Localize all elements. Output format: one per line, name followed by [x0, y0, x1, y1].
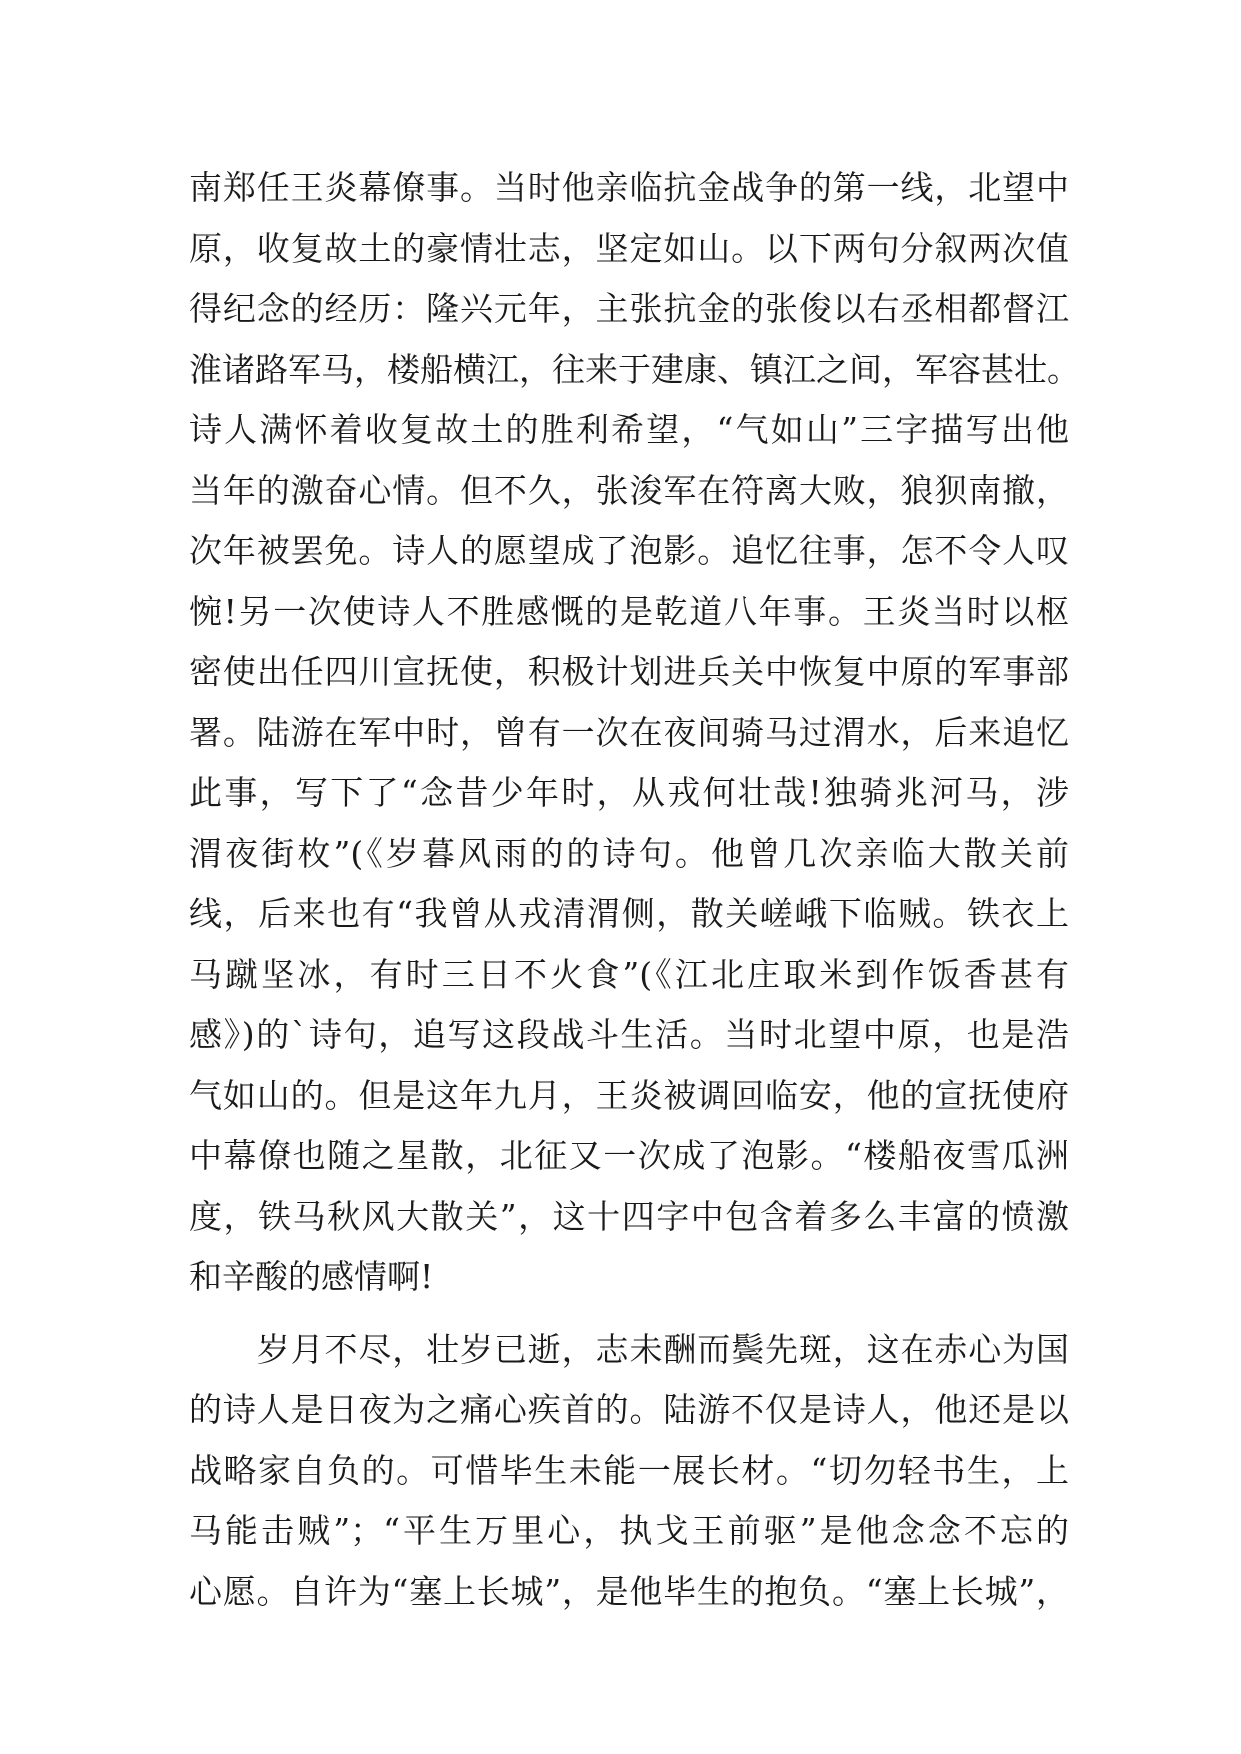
text-line: 感》)的`诗句，追写这段战斗生活。当时北望中原，也是浩: [189, 1015, 1069, 1054]
text-line: 心愿。自许为“塞上长城”，是他毕生的抱负。“塞上长城”，: [189, 1571, 1069, 1611]
text-line: 南郑任王炎幕僚事。当时他亲临抗金战争的第一线，北望中: [189, 168, 1069, 207]
paragraph-spacer: [189, 1308, 1069, 1320]
text-line: 诗人满怀着收复故土的胜利希望，“气如山”三字描写出他: [189, 410, 1069, 449]
text-line: 战略家自负的。可惜毕生未能一展长材。“切勿轻书生，上: [189, 1450, 1069, 1490]
text-line: 中幕僚也随之星散，北征又一次成了泡影。“楼船夜雪瓜洲: [189, 1136, 1069, 1175]
text-line: 密使出任四川宣抚使，积极计划进兵关中恢复中原的军事部: [189, 652, 1069, 691]
text-line: 当年的激奋心情。但不久，张浚军在符离大败，狼狈南撤，: [189, 470, 1069, 510]
paragraph: [189, 158, 1080, 1308]
paragraph: [189, 1320, 1069, 1623]
body-text: [189, 158, 1080, 1622]
text-line: 次年被罢免。诗人的愿望成了泡影。追忆往事，怎不令人叹: [189, 531, 1069, 570]
text-line: 气如山的。但是这年九月，王炎被调回临安，他的宣抚使府: [189, 1075, 1069, 1115]
text-line: 原，收复故土的豪情壮志，坚定如山。以下两句分叙两次值: [189, 228, 1069, 268]
text-line: 署。陆游在军中时，曾有一次在夜间骑马过渭水，后来追忆: [189, 712, 1069, 752]
text-line: 淮诸路军马，楼船横江，往来于建康、镇江之间，军容甚壮。: [189, 349, 1080, 389]
text-line: 和辛酸的感情啊!: [189, 1257, 434, 1296]
text-line: 得纪念的经历：隆兴元年，主张抗金的张俊以右丞相都督江: [189, 289, 1069, 328]
text-line: 线，后来也有“我曾从戎清渭侧，散关嵯峨下临贼。铁衣上: [189, 894, 1069, 933]
text-line: 岁月不尽，壮岁已逝，志未酬而鬓先斑，这在赤心为国: [189, 1329, 1069, 1369]
text-line: 惋!另一次使诗人不胜感慨的是乾道八年事。王炎当时以枢: [189, 591, 1069, 631]
text-line: 的诗人是日夜为之痛心疾首的。陆游不仅是诗人，他还是以: [189, 1390, 1069, 1429]
text-line: 度，铁马秋风大散关”，这十四字中包含着多么丰富的愤激: [189, 1196, 1069, 1236]
text-line: 马蹴坚冰，有时三日不火食”(《江北庄取米到作饭香甚有: [189, 954, 1069, 994]
text-line: 此事，写下了“念昔少年时，从戎何壮哉!独骑兆河马，涉: [189, 773, 1069, 812]
text-line: 马能击贼”；“平生万里心，执戈王前驱”是他念念不忘的: [189, 1511, 1069, 1550]
text-line: 渭夜街枚”(《岁暮风雨的的诗句。他曾几次亲临大散关前: [189, 833, 1069, 873]
